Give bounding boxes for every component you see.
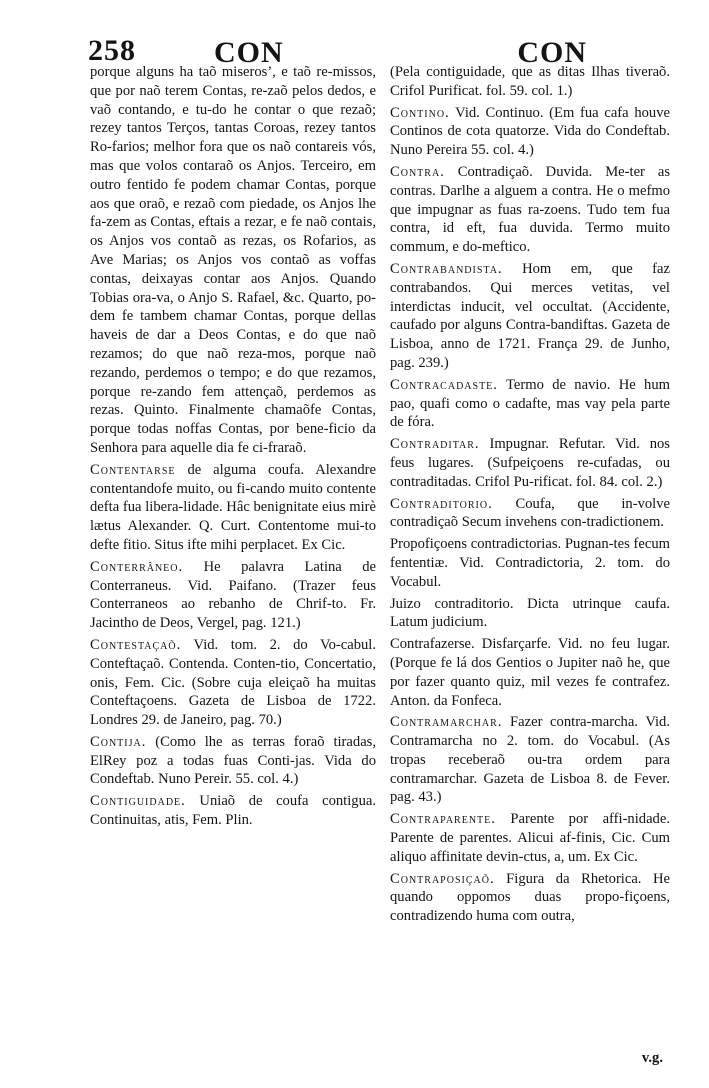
entry-text: Figura da Rhetorica. He quando oppomos duas propo-fiçoens, contradizendo huma com outra, — [390, 870, 670, 925]
running-head-left: CON — [214, 36, 284, 69]
page-number: 258 — [88, 34, 136, 67]
entry-text: porque alguns ha taõ miseros’, e taõ re-missos, que por naõ terem Contas, re-zaõ pelos dedos, e vaõ contando, e tu-do he contar o que rezaõ; rezey tantos Terços, tantas Coroas, rezey tantos Ro-farios; melhor fora que os naõ contareis vós, mas que volos contaraõ os Anjos. Terceiro, em outro fentido fe podem chamar Contas, porque aos que oraõ, e rezaõ com piedade, os Anjos lhe fa-zem as Contas, eftais a rezar, e fe naõ contais, os Anjos vos contaõ as rezas, os Rofarios, as Ave Marias; os Anjos vos contaõ as voffas contas, deixayas contar aos Anjos. Quando Tobias ora-va, o Anjo S. Rafael, &c. Quarto, po-dem fe tambem chamar Contas, porque dellas haveis de dar a Deos Contas, e do que naõ rezamos; do que naõ reza-mos, porque naõ rezando, perdemos o tempo; e do que rezamos, porque re-zando fem attençaõ, perdemos as rezas. Quinto. Finalmente chamaõfe Contas, porque todas noffas Contas, por bene-ficio da Senhora para aquelle dia fe ci-fraraõ. — [90, 64, 376, 456]
entry-headword: Contentarse — [90, 461, 176, 478]
entry-headword: Contiguidade. — [90, 793, 186, 810]
entry-text: de alguma coufa. Alexandre contentandofe muito, ou fi-cando muito contente defta fua libera-lidade. Hâc benignitate eius mirè lætus Alexander. Q. Curt. Contentome mui-to defte fitio. Situs ifte mihi perplacet. Ex Cic. — [90, 461, 376, 553]
entry-text: Propofiçoens contradictorias. Pugnan-tes fecum fententiæ. Vid. Contradictoria, 2. tom. do Vocabul. — [390, 536, 670, 590]
entry-headword: Contramarchar. — [390, 714, 503, 731]
entry-text: Parente por affi-nidade. Parente de parentes. Alicui af-finis, Cic. Cum aliquo affinitate devin-ctus, a, um. Ex Cic. — [390, 811, 670, 865]
dictionary-entry — [90, 558, 376, 633]
dictionary-entry — [390, 260, 670, 373]
entry-headword: Contraparente. — [390, 811, 496, 828]
dictionary-entry — [390, 495, 670, 533]
dictionary-entry — [90, 63, 376, 458]
entry-text: Contrafazerse. Disfarçarfe. Vid. no feu lugar. (Porque fe lá dos Gentios o Jupiter naõ he, que por fazer quanto quiz, mil vezes fe contrafez. Anton. da Fonfeca. — [390, 636, 670, 709]
entry-headword: Contraposiçaõ. — [390, 870, 495, 887]
dictionary-entry — [90, 636, 376, 730]
dictionary-entry — [90, 792, 376, 830]
dictionary-entry — [390, 435, 670, 491]
dictionary-entry — [390, 595, 670, 633]
entry-text: Vid. tom. 2. do Vo-cabul. Conteftaçaõ. Contenda. Conten-tio, Concertatio, onis, Fem. Cic. (Sobre cuja eleiçaõ ha muitas Conteftaçoens. Gazeta de Lisboa de 1722. Londres 29. de Janeiro, pag. 70.) — [90, 636, 377, 729]
entry-text: Termo de navio. He hum pao, quafi como o cadafte, mas vay pela parte de fóra. — [390, 376, 670, 431]
dictionary-entry — [390, 870, 670, 926]
dictionary-entry — [390, 713, 670, 807]
right-column — [390, 63, 670, 929]
entry-text: Vid. Continuo. (Em fua cafa houve Continos de cota quatorze. Vida do Condeftab. Nuno Pereira 55. col. 4.) — [390, 104, 670, 159]
entry-text: Hom em, que faz contrabandos. Qui merces vetitas, vel interdictas inducit, vel occultat. (Accidente, caufado por alguns Contra-bandiftas. Gazeta de Lisboa, anno de 1721. França 29. de Junho, pag. 239.) — [390, 260, 670, 371]
dictionary-entry — [390, 810, 670, 866]
entry-text: He palavra Latina de Conterraneus. Vid. Paifano. (Trazer feus Conterraneos ao rebanho de Chrif-to. Fr. Jacintho de Deos, Vergel, pag. 121.) — [90, 558, 377, 632]
running-head-right: CON — [517, 36, 587, 69]
entry-headword: Contra. — [390, 163, 445, 180]
dictionary-entry — [390, 63, 670, 101]
entry-headword: Contraditar. — [390, 436, 480, 453]
entry-headword: Contija. — [90, 733, 147, 750]
entry-text: (Como lhe as terras foraõ tiradas, ElRey poz a todas fuas Conti-jas. Vida do Condeftab. Nuno Pereir. 55. col. 4.) — [90, 733, 376, 788]
catchword: v.g. — [641, 1050, 663, 1066]
entry-text: Impugnar. Refutar. Vid. nos feus lugares. (Sufpeiçoens re-cufadas, ou contraditadas. Crifol Pu-rificat. fol. 84. col. 2.) — [390, 436, 670, 490]
dictionary-entry — [390, 163, 670, 257]
entry-text: Fazer contra-marcha. Vid. Contramarcha no 2. tom. do Vocabul. (As tropas receberaõ ou-tra ordem para contramarchar. Gazeta de Lisboa 8. de Fever. pag. 43.) — [390, 714, 670, 806]
entry-text: Contradiçaõ. Duvida. Me-ter as contras. Darlhe a alguem a contra. He o mefmo que impugnar as fuas ra-zoens. Tudo tem fua contra, id eft, fua duvida. Termo muito commum, e do-meftico. — [390, 163, 670, 256]
entry-headword: Contestaçaõ. — [90, 636, 182, 653]
entry-headword: Contraditorio. — [390, 495, 493, 512]
left-column — [90, 63, 376, 833]
dictionary-entry — [390, 635, 670, 710]
dictionary-entry — [90, 461, 376, 555]
dictionary-entry — [390, 535, 670, 591]
entry-text: Coufa, que in-volve contradiçaõ Secum invehens con-tradictionem. — [390, 495, 670, 531]
dictionary-entry — [390, 104, 670, 160]
dictionary-entry — [90, 733, 376, 789]
entry-text: Juizo contraditorio. Dicta utrinque caufa. Latum judicium. — [390, 595, 670, 631]
entry-headword: Conterrâneo. — [90, 558, 184, 575]
entry-headword: Contracadaste. — [390, 376, 498, 393]
entry-text: Uniaõ de coufa contigua. Continuitas, atis, Fem. Plin. — [90, 793, 376, 829]
entry-headword: Contino. — [390, 104, 450, 121]
entry-text: (Pela contiguidade, que as ditas Ilhas tiveraõ. Crifol Purificat. fol. 59. col. 1.) — [390, 64, 670, 99]
entry-headword: Contrabandista. — [390, 260, 503, 277]
dictionary-entry — [390, 376, 670, 432]
